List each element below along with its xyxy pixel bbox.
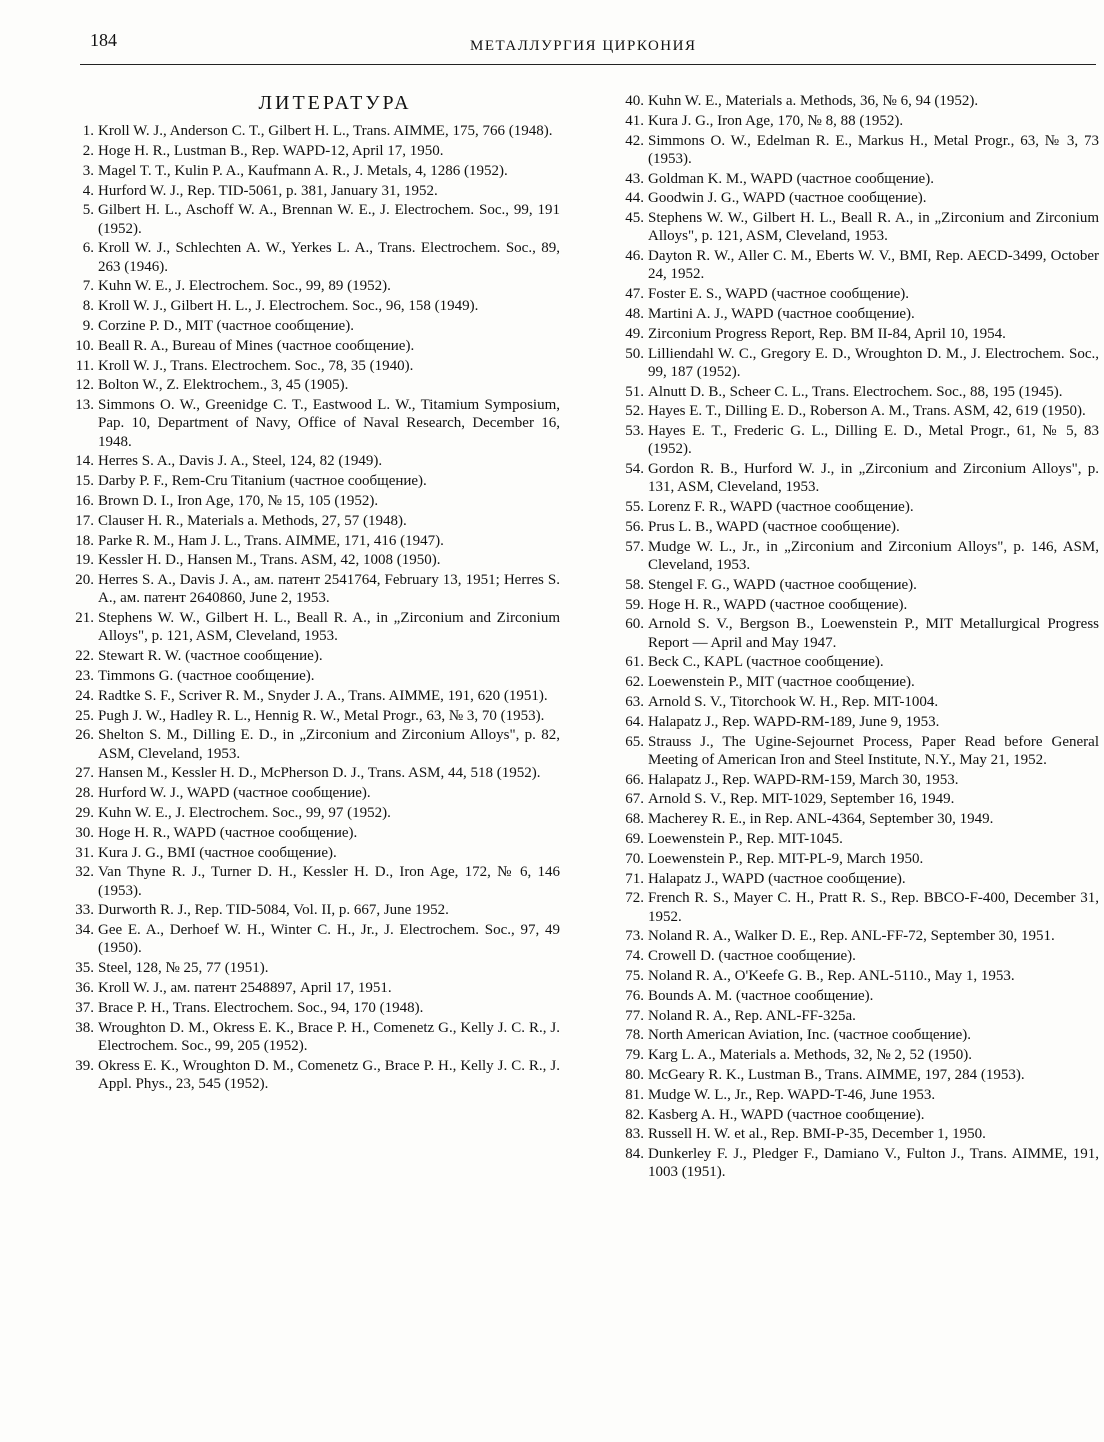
reference-number: 59. xyxy=(625,596,644,613)
reference-number: 9. xyxy=(82,317,94,334)
reference-text: Noland R. A., Rep. ANL-FF-325a. xyxy=(648,1007,856,1024)
reference-number: 77. xyxy=(625,1007,644,1024)
reference-list-right xyxy=(604,92,1099,1182)
reference-item xyxy=(60,726,560,762)
reference-item xyxy=(604,1066,1099,1084)
reference-item xyxy=(604,733,1099,769)
reference-item xyxy=(604,247,1099,283)
reference-item xyxy=(60,844,560,862)
reference-text: Goldman K. M., WAPD (частное сообщение). xyxy=(648,170,934,187)
reference-number: 2. xyxy=(82,143,94,159)
reference-item xyxy=(60,551,560,569)
reference-item xyxy=(60,317,560,335)
reference-text: Alnutt D. B., Scheer C. L., Trans. Electrochem. Soc., 88, 195 (1945). xyxy=(648,383,1063,400)
reference-item xyxy=(60,921,560,957)
reference-number: 34. xyxy=(75,922,94,939)
reference-item xyxy=(604,189,1099,207)
reference-text: Foster E. S., WAPD (частное сообщение). xyxy=(648,286,909,303)
reference-number: 23. xyxy=(75,667,94,684)
reference-item xyxy=(604,713,1099,731)
reference-text: Simmons O. W., Edelman R. E., Markus H., Metal Progr., 63, № 3, 73 (1953). xyxy=(648,132,1099,167)
header-rule xyxy=(80,64,1096,65)
reference-item xyxy=(604,927,1099,945)
reference-text: Noland R. A., O'Keefe G. B., Rep. ANL-5110., May 1, 1953. xyxy=(648,967,1015,984)
reference-text: Strauss J., The Ugine-Sejournet Process, Paper Read before General Meeting of American Iron and Steel Institute, N.Y., May 21, 1952. xyxy=(648,733,1099,768)
reference-text: Dunkerley F. J., Pledger F., Damiano V., Fulton J., Trans. AIMME, 191, 1003 (1951). xyxy=(648,1146,1099,1181)
reference-item xyxy=(604,673,1099,691)
reference-item xyxy=(60,142,560,160)
reference-text: Kroll W. J., Schlechten A. W., Yerkes L. A., Trans. Electrochem. Soc., 89, 263 (1946). xyxy=(98,240,560,275)
reference-item xyxy=(604,1086,1099,1104)
reference-number: 37. xyxy=(75,999,94,1016)
reference-number: 44. xyxy=(625,190,644,207)
reference-text: Arnold S. V., Titorchook W. H., Rep. MIT-1004. xyxy=(648,693,939,710)
reference-item xyxy=(604,653,1099,671)
reference-text: Van Thyne R. J., Turner D. H., Kessler H. D., Iron Age, 172, № 6, 146 (1953). xyxy=(98,864,560,899)
reference-item xyxy=(604,402,1099,420)
reference-item xyxy=(604,1106,1099,1124)
reference-number: 54. xyxy=(625,461,644,478)
reference-item xyxy=(604,1145,1099,1181)
reference-item xyxy=(604,850,1099,868)
reference-item xyxy=(60,707,560,725)
reference-text: Parke R. M., Ham J. L., Trans. AIMME, 171, 416 (1947). xyxy=(98,532,444,549)
reference-number: 22. xyxy=(75,648,94,665)
reference-number: 61. xyxy=(625,654,644,671)
reference-number: 46. xyxy=(625,248,644,265)
reference-text: Hoge H. R., WAPD (частное сообщение). xyxy=(98,824,358,841)
reference-item xyxy=(60,764,560,782)
reference-number: 78. xyxy=(625,1027,644,1044)
reference-item xyxy=(60,1057,560,1093)
reference-text: Karg L. A., Materials a. Methods, 32, № 2, 52 (1950). xyxy=(648,1047,972,1064)
reference-number: 68. xyxy=(625,811,644,828)
reference-number: 84. xyxy=(625,1146,644,1163)
reference-item xyxy=(604,1125,1099,1143)
reference-item xyxy=(60,277,560,295)
reference-item xyxy=(60,376,560,394)
reference-number: 52. xyxy=(625,403,644,420)
reference-item xyxy=(604,1026,1099,1044)
reference-number: 69. xyxy=(625,830,644,847)
reference-text: Hoge H. R., WAPD (частное сообщение). xyxy=(648,596,908,613)
reference-number: 81. xyxy=(625,1086,644,1103)
reference-number: 27. xyxy=(75,765,94,782)
reference-item xyxy=(604,132,1099,168)
reference-item xyxy=(60,472,560,490)
reference-text: Kroll W. J., Gilbert H. L., J. Electrochem. Soc., 96, 158 (1949). xyxy=(98,298,479,315)
reference-item xyxy=(60,863,560,899)
reference-number: 35. xyxy=(75,960,94,977)
reference-number: 12. xyxy=(75,377,94,394)
reference-number: 11. xyxy=(75,357,94,374)
reference-item xyxy=(604,325,1099,343)
reference-number: 65. xyxy=(625,733,644,750)
reference-text: Loewenstein P., Rep. MIT-1045. xyxy=(648,830,843,847)
reference-number: 50. xyxy=(625,345,644,362)
reference-number: 57. xyxy=(625,538,644,555)
reference-item xyxy=(604,170,1099,188)
reference-text: Stengel F. G., WAPD (частное сообщение). xyxy=(648,576,917,593)
reference-text: North American Aviation, Inc. (частное сообщение). xyxy=(648,1027,971,1044)
section-title: ЛИТЕРАТУРА xyxy=(258,92,412,114)
reference-item xyxy=(60,357,560,375)
reference-item xyxy=(60,452,560,470)
reference-number: 42. xyxy=(625,132,644,149)
reference-number: 41. xyxy=(625,112,644,129)
reference-text: Brace P. H., Trans. Electrochem. Soc., 94, 170 (1948). xyxy=(98,999,424,1016)
reference-number: 74. xyxy=(625,948,644,965)
reference-text: McGeary R. K., Lustman B., Trans. AIMME, 197, 284 (1953). xyxy=(648,1066,1025,1083)
reference-text: Stephens W. W., Gilbert H. L., Beall R. A., in „Zirconium and Zirconium Alloys", p. 121, ASM, Cleveland, 1953. xyxy=(98,610,560,645)
reference-number: 38. xyxy=(75,1019,94,1036)
reference-text: Dayton R. W., Aller C. M., Eberts W. V., BMI, Rep. AECD-3499, October 24, 1952. xyxy=(648,248,1099,283)
reference-text: Kroll W. J., Trans. Electrochem. Soc., 78, 35 (1940). xyxy=(98,357,414,374)
reference-text: Beck C., KAPL (частное сообщение). xyxy=(648,654,884,671)
reference-text: French R. S., Mayer C. H., Pratt R. S., Rep. BBCO-F-400, December 31, 1952. xyxy=(648,890,1099,925)
reference-text: Kroll W. J., Anderson C. T., Gilbert H. L., Trans. AIMME, 175, 766 (1948). xyxy=(98,123,553,140)
reference-text: Halapatz J., WAPD (частное сообщение). xyxy=(648,870,906,887)
reference-column-left xyxy=(60,92,560,1095)
reference-text: Gee E. A., Derhoef W. H., Winter C. H., Jr., J. Electrochem. Soc., 97, 49 (1950). xyxy=(98,922,560,957)
reference-number: 76. xyxy=(625,987,644,1004)
reference-number: 53. xyxy=(625,423,644,440)
reference-number: 73. xyxy=(625,928,644,945)
reference-item xyxy=(604,1046,1099,1064)
reference-number: 79. xyxy=(625,1047,644,1064)
reference-item xyxy=(60,687,560,705)
reference-number: 20. xyxy=(75,572,94,589)
reference-text: Halapatz J., Rep. WAPD-RM-189, June 9, 1953. xyxy=(648,713,940,730)
reference-item xyxy=(604,596,1099,614)
reference-number: 36. xyxy=(75,979,94,996)
reference-text: Wroughton D. M., Okress E. K., Brace P. H., Comenetz G., Kelly J. C. R., J. Electrochem. Soc., 99, 205 (1952). xyxy=(98,1019,560,1054)
reference-item xyxy=(60,201,560,237)
reference-number: 32. xyxy=(75,864,94,881)
reference-number: 1. xyxy=(82,123,94,140)
reference-number: 55. xyxy=(625,499,644,516)
reference-number: 21. xyxy=(75,610,94,627)
reference-number: 64. xyxy=(625,713,644,730)
reference-number: 33. xyxy=(75,902,94,919)
reference-text: Hayes E. T., Frederic G. L., Dilling E. D., Metal Progr., 61, № 5, 83 (1952). xyxy=(648,423,1099,458)
reference-text: Herres S. A., Davis J. A., Steel, 124, 82 (1949). xyxy=(98,453,383,470)
reference-number: 43. xyxy=(625,170,644,187)
reference-item xyxy=(604,498,1099,516)
reference-item xyxy=(60,571,560,607)
reference-number: 56. xyxy=(625,518,644,535)
reference-text: Kura J. G., BMI (частное сообщение). xyxy=(98,844,337,861)
reference-item xyxy=(604,790,1099,808)
reference-text: Simmons O. W., Greenidge C. T., Eastwood L. W., Titamium Symposium, Pap. 10, Department of Navy, Office of Naval Research, December 16, 1948. xyxy=(98,397,560,450)
reference-item xyxy=(604,947,1099,965)
reference-number: 58. xyxy=(625,576,644,593)
reference-item xyxy=(604,810,1099,828)
reference-item xyxy=(60,959,560,977)
reference-text: Radtke S. F., Scriver R. M., Snyder J. A., Trans. AIMME, 191, 620 (1951). xyxy=(98,687,548,704)
reference-number: 30. xyxy=(75,824,94,841)
reference-text: Clauser H. R., Materials a. Methods, 27, 57 (1948). xyxy=(98,512,407,529)
reference-text: Kuhn W. E., Materials a. Methods, 36, № 6, 94 (1952). xyxy=(648,93,979,109)
reference-text: Timmons G. (частное сообщение). xyxy=(98,667,315,684)
reference-number: 26. xyxy=(75,727,94,744)
reference-list-left xyxy=(60,122,560,1093)
reference-number: 16. xyxy=(75,492,94,509)
reference-number: 17. xyxy=(75,512,94,529)
reference-text: Arnold S. V., Bergson B., Loewenstein P., MIT Metallurgical Progress Report — April and May 1947. xyxy=(648,616,1099,651)
reference-text: Russell H. W. et al., Rep. BMI-P-35, December 1, 1950. xyxy=(648,1126,986,1143)
reference-number: 66. xyxy=(625,771,644,788)
reference-number: 8. xyxy=(82,298,94,315)
reference-item xyxy=(604,771,1099,789)
reference-item xyxy=(60,979,560,997)
reference-text: Gilbert H. L., Aschoff W. A., Brennan W. E., J. Electrochem. Soc., 99, 191 (1952). xyxy=(98,202,560,237)
reference-number: 39. xyxy=(75,1057,94,1074)
reference-number: 29. xyxy=(75,804,94,821)
reference-text: Stephens W. W., Gilbert H. L., Beall R. A., in „Zirconium and Zirconium Alloys", p. 121, ASM, Cleveland, 1953. xyxy=(648,210,1099,245)
reference-number: 4. xyxy=(82,182,94,199)
reference-item xyxy=(604,693,1099,711)
reference-item xyxy=(60,532,560,550)
reference-text: Loewenstein P., MIT (частное сообщение). xyxy=(648,674,915,691)
reference-text: Steel, 128, № 25, 77 (1951). xyxy=(98,960,269,977)
reference-number: 45. xyxy=(625,210,644,227)
reference-item xyxy=(60,512,560,530)
reference-text: Noland R. A., Walker D. E., Rep. ANL-FF-72, September 30, 1951. xyxy=(648,928,1055,945)
reference-text: Prus L. B., WAPD (частное сообщение). xyxy=(648,518,900,535)
reference-item xyxy=(604,209,1099,245)
reference-text: Arnold S. V., Rep. MIT-1029, September 16, 1949. xyxy=(648,791,955,808)
reference-text: Durworth R. J., Rep. TID-5084, Vol. II, p. 667, June 1952. xyxy=(98,902,449,919)
reference-number: 60. xyxy=(625,616,644,633)
reference-number: 18. xyxy=(75,532,94,549)
reference-text: Mudge W. L., Jr., in „Zirconium and Zirconium Alloys", p. 146, ASM, Cleveland, 1953. xyxy=(648,538,1099,573)
reference-number: 28. xyxy=(75,785,94,802)
reference-item xyxy=(604,870,1099,888)
reference-number: 80. xyxy=(625,1066,644,1083)
reference-number: 19. xyxy=(75,552,94,569)
reference-text: Kroll W. J., ам. патент 2548897, April 17, 1951. xyxy=(98,979,392,996)
reference-number: 75. xyxy=(625,967,644,984)
reference-item xyxy=(60,647,560,665)
reference-item xyxy=(604,383,1099,401)
reference-text: Pugh J. W., Hadley R. L., Hennig R. W., Metal Progr., 63, № 3, 70 (1953). xyxy=(98,707,545,724)
reference-text: Okress E. K., Wroughton D. M., Comenetz G., Brace P. H., Kelly J. C. R., J. Appl. Phys., 23, 545 (1952). xyxy=(98,1057,560,1092)
reference-number: 13. xyxy=(75,397,94,414)
reference-text: Hansen M., Kessler H. D., McPherson D. J., Trans. ASM, 44, 518 (1952). xyxy=(98,765,541,782)
reference-item xyxy=(60,162,560,180)
reference-text: Hurford W. J., WAPD (частное сообщение). xyxy=(98,785,371,802)
reference-item xyxy=(604,92,1099,110)
reference-text: Kura J. G., Iron Age, 170, № 8, 88 (1952). xyxy=(648,112,904,129)
reference-text: Martini A. J., WAPD (частное сообщение). xyxy=(648,305,915,322)
reference-text: Mudge W. L., Jr., Rep. WAPD-T-46, June 1953. xyxy=(648,1086,936,1103)
reference-text: Brown D. I., Iron Age, 170, № 15, 105 (1952). xyxy=(98,492,379,509)
reference-item xyxy=(604,967,1099,985)
reference-number: 82. xyxy=(625,1106,644,1123)
reference-text: Stewart R. W. (частное сообщение). xyxy=(98,648,323,665)
reference-text: Macherey R. E., in Rep. ANL-4364, September 30, 1949. xyxy=(648,811,994,828)
reference-item xyxy=(60,784,560,802)
reference-text: Goodwin J. G., WAPD (частное сообщение). xyxy=(648,190,927,207)
reference-text: Bounds A. M. (частное сообщение). xyxy=(648,987,874,1004)
reference-text: Zirconium Progress Report, Rep. BM II-84, April 10, 1954. xyxy=(648,325,1006,342)
reference-item xyxy=(60,396,560,451)
reference-text: Shelton S. M., Dilling E. D., in „Zirconium and Zirconium Alloys", p. 82, ASM, Cleveland, 1953. xyxy=(98,727,560,762)
reference-number: 67. xyxy=(625,791,644,808)
reference-text: Lorenz F. R., WAPD (частное сообщение). xyxy=(648,499,914,516)
reference-number: 15. xyxy=(75,473,94,490)
reference-text: Kessler H. D., Hansen M., Trans. ASM, 42, 1008 (1950). xyxy=(98,552,441,569)
reference-item xyxy=(604,538,1099,574)
reference-text: Crowell D. (частное сообщение). xyxy=(648,948,856,965)
reference-item xyxy=(60,122,560,140)
reference-number: 40. xyxy=(625,93,644,109)
reference-item xyxy=(604,987,1099,1005)
reference-number: 31. xyxy=(75,844,94,861)
reference-text: Darby P. F., Rem-Cru Titanium (частное сообщение). xyxy=(98,473,427,490)
reference-item xyxy=(60,1019,560,1055)
reference-item xyxy=(604,422,1099,458)
reference-item xyxy=(604,345,1099,381)
reference-text: Halapatz J., Rep. WAPD-RM-159, March 30, 1953. xyxy=(648,771,959,788)
reference-item xyxy=(604,576,1099,594)
reference-item xyxy=(604,112,1099,130)
reference-item xyxy=(60,337,560,355)
reference-item xyxy=(604,1007,1099,1025)
reference-number: 10. xyxy=(75,337,94,354)
reference-number: 72. xyxy=(625,890,644,907)
reference-item xyxy=(604,889,1099,925)
reference-text: Loewenstein P., Rep. MIT-PL-9, March 1950. xyxy=(648,850,924,867)
reference-number: 47. xyxy=(625,286,644,303)
reference-text: Herres S. A., Davis J. A., ам. патент 2541764, February 13, 1951; Herres S. A., ам. патент 2640860, June 2, 1953. xyxy=(98,572,560,607)
reference-number: 5. xyxy=(82,202,94,219)
reference-item xyxy=(604,285,1099,303)
reference-item xyxy=(60,999,560,1017)
reference-number: 51. xyxy=(625,383,644,400)
reference-text: Hayes E. T., Dilling E. D., Roberson A. M., Trans. ASM, 42, 619 (1950). xyxy=(648,403,1086,420)
running-head: МЕТАЛЛУРГИЯ ЦИРКОНИЯ xyxy=(470,38,697,54)
reference-number: 49. xyxy=(625,325,644,342)
reference-item xyxy=(60,297,560,315)
reference-text: Kuhn W. E., J. Electrochem. Soc., 99, 97 (1952). xyxy=(98,804,391,821)
reference-number: 25. xyxy=(75,707,94,724)
reference-text: Beall R. A., Bureau of Mines (частное сообщение). xyxy=(98,337,415,354)
reference-number: 14. xyxy=(75,453,94,470)
reference-text: Lilliendahl W. C., Gregory E. D., Wroughton D. M., J. Electrochem. Soc., 99, 187 (1952). xyxy=(648,345,1099,380)
reference-number: 48. xyxy=(625,305,644,322)
page-number: 184 xyxy=(90,30,117,50)
reference-item xyxy=(604,830,1099,848)
reference-number: 63. xyxy=(625,693,644,710)
reference-number: 83. xyxy=(625,1126,644,1143)
reference-item xyxy=(604,518,1099,536)
reference-text: Corzine P. D., MIT (частное сообщение). xyxy=(98,317,354,334)
reference-text: Kuhn W. E., J. Electrochem. Soc., 99, 89 (1952). xyxy=(98,278,391,295)
reference-number: 62. xyxy=(625,674,644,691)
reference-text: Bolton W., Z. Elektrochem., 3, 45 (1905). xyxy=(98,377,349,394)
reference-item xyxy=(60,609,560,645)
reference-item xyxy=(60,824,560,842)
reference-item xyxy=(604,460,1099,496)
reference-number: 3. xyxy=(82,162,94,179)
reference-item xyxy=(60,901,560,919)
reference-item xyxy=(60,239,560,275)
reference-number: 24. xyxy=(75,687,94,704)
reference-item xyxy=(60,182,560,200)
reference-item xyxy=(604,615,1099,651)
reference-item xyxy=(60,667,560,685)
reference-item xyxy=(60,492,560,510)
reference-number: 71. xyxy=(625,870,644,887)
reference-text: Kasberg A. H., WAPD (частное сообщение). xyxy=(648,1106,925,1123)
reference-item xyxy=(604,305,1099,323)
reference-number: 6. xyxy=(82,240,94,257)
reference-text: Gordon R. B., Hurford W. J., in „Zirconium and Zirconium Alloys", p. 131, ASM, Cleveland, 1953. xyxy=(648,461,1099,496)
reference-number: 70. xyxy=(625,850,644,867)
reference-text: Hoge H. R., Lustman B., Rep. WAPD-12, April 17, 1950. xyxy=(98,143,444,159)
reference-number: 7. xyxy=(82,278,94,295)
reference-item xyxy=(60,804,560,822)
reference-text: Magel T. T., Kulin P. A., Kaufmann A. R., J. Metals, 4, 1286 (1952). xyxy=(98,162,508,179)
reference-column-right xyxy=(604,92,1099,1183)
reference-text: Hurford W. J., Rep. TID-5061, p. 381, January 31, 1952. xyxy=(98,182,438,199)
